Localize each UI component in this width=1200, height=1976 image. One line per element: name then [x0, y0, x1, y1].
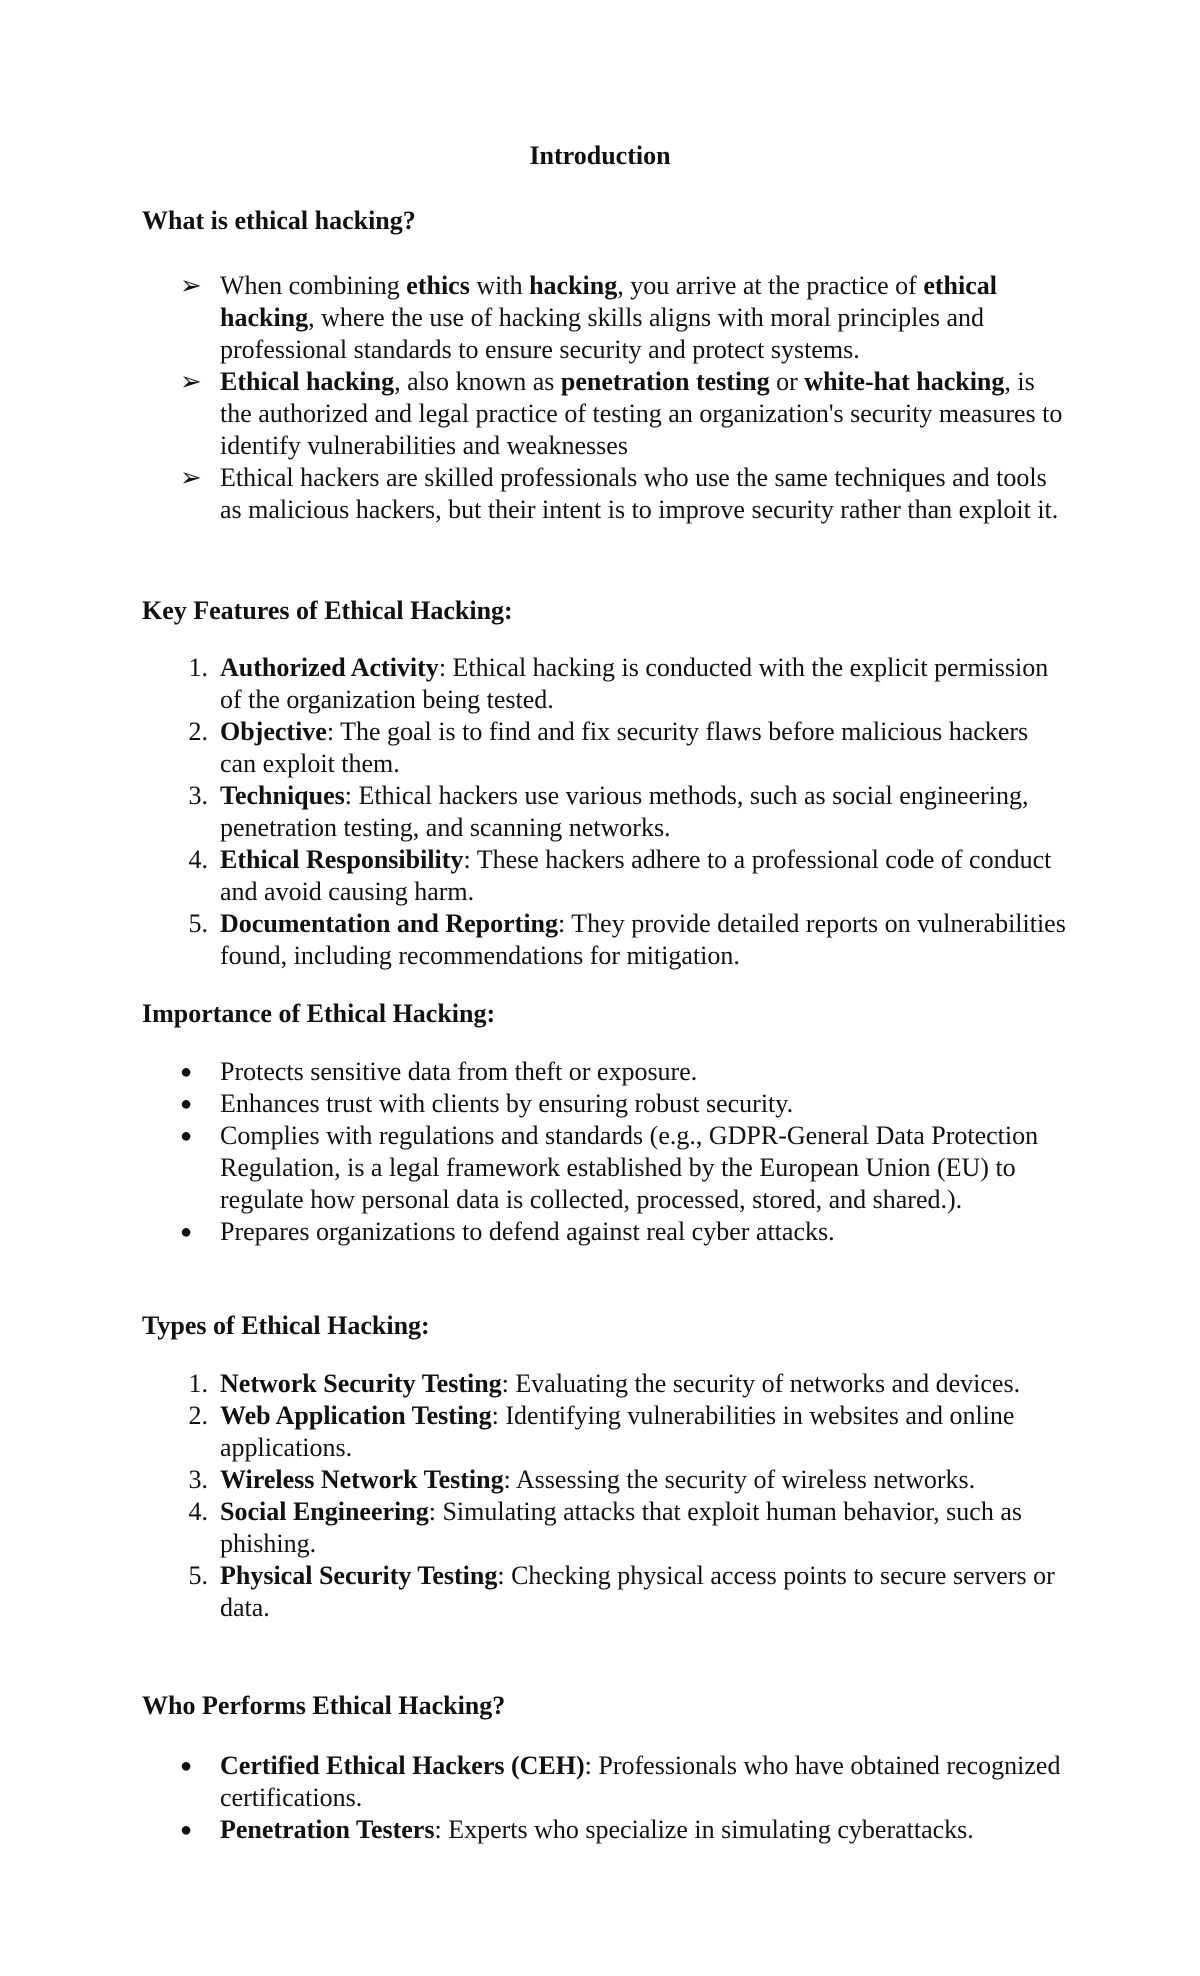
list-number: 4. — [188, 1497, 208, 1526]
item-text: with — [469, 271, 530, 300]
bold-term: Objective — [220, 717, 327, 746]
section-heading-key-features: Key Features of Ethical Hacking: — [142, 596, 513, 625]
bold-term: Ethical hacking — [220, 367, 395, 396]
bold-term: Penetration Testers — [220, 1815, 435, 1844]
bold-term: white-hat hacking — [804, 367, 1005, 396]
bold-term: Physical Security Testing — [220, 1561, 498, 1590]
bullet-icon: ● — [180, 1755, 193, 1777]
list-number: 3. — [188, 1465, 208, 1494]
bullet-icon: ● — [180, 1221, 193, 1243]
item-text: : Experts who specialize in simulating cyberattacks. — [434, 1815, 974, 1844]
item-text: Protects sensitive data from theft or exposure. — [220, 1057, 698, 1086]
list-item — [0, 1368, 1200, 1400]
item-text: : Identifying vulnerabilities in websites and online applications. — [220, 1401, 1021, 1462]
bold-term: Documentation and Reporting — [220, 909, 559, 938]
list-item — [0, 1216, 1200, 1248]
item-text: : The goal is to find and fix security flaws before malicious hackers can exploit them. — [220, 717, 1035, 778]
bullet-icon: ➢ — [180, 271, 202, 300]
list-item — [0, 1496, 1200, 1560]
list-number: 3. — [188, 781, 208, 810]
what-is-list — [0, 270, 1200, 526]
list-item — [0, 366, 1200, 462]
section-heading-importance: Importance of Ethical Hacking: — [142, 999, 496, 1028]
key-features-list — [0, 652, 1200, 972]
list-number: 5. — [188, 1561, 208, 1590]
page-title: Introduction — [529, 141, 671, 170]
list-item — [0, 1464, 1200, 1496]
list-item — [0, 1056, 1200, 1088]
bullet-icon: ● — [180, 1819, 193, 1841]
list-item — [0, 270, 1200, 366]
list-number: 2. — [188, 717, 208, 746]
list-item — [0, 780, 1200, 844]
item-text: Ethical hackers are skilled professionals who use the same techniques and tools as malicious hackers, but their intent is to improve security rather than exploit it. — [220, 463, 1059, 524]
bold-term: Network Security Testing — [220, 1369, 502, 1398]
item-text: : Ethical hacking is conducted with the explicit permission of the organization being tested. — [220, 653, 1055, 714]
importance-list — [0, 1056, 1200, 1248]
list-number: 4. — [188, 845, 208, 874]
bold-term: Web Application Testing — [220, 1401, 492, 1430]
section-heading-types: Types of Ethical Hacking: — [142, 1311, 430, 1340]
list-item — [0, 908, 1200, 972]
bullet-icon: ● — [180, 1061, 193, 1083]
item-text: Enhances trust with clients by ensuring robust security. — [220, 1089, 794, 1118]
list-item — [0, 462, 1200, 526]
section-heading-who-performs: Who Performs Ethical Hacking? — [142, 1691, 506, 1720]
bold-term: Certified Ethical Hackers (CEH) — [220, 1751, 585, 1780]
item-text: : Evaluating the security of networks and devices. — [501, 1369, 1021, 1398]
item-text: , you arrive at the practice of — [617, 271, 924, 300]
list-item — [0, 652, 1200, 716]
item-text: : Checking physical access points to secure servers or data. — [220, 1561, 1062, 1622]
list-item — [0, 1400, 1200, 1464]
item-text: : Ethical hackers use various methods, such as social engineering, penetration testing, and scanning networks. — [220, 781, 1036, 842]
bullet-icon: ➢ — [180, 367, 202, 396]
item-text: , is the authorized and legal practice of testing an organization's security measures to identify vulnerabilities and weaknesses — [220, 367, 1069, 460]
list-item — [0, 1120, 1200, 1216]
list-item — [0, 1814, 1200, 1846]
bullet-icon: ➢ — [180, 463, 202, 492]
list-item — [0, 716, 1200, 780]
item-text: Prepares organizations to defend against real cyber attacks. — [220, 1217, 835, 1246]
list-number: 1. — [188, 653, 208, 682]
list-number: 5. — [188, 909, 208, 938]
bold-term: Wireless Network Testing — [220, 1465, 504, 1494]
bold-term: ethical hacking — [220, 271, 1004, 332]
item-text: : Assessing the security of wireless networks. — [503, 1465, 976, 1494]
item-text: , also known as — [394, 367, 561, 396]
who-performs-list — [0, 1750, 1200, 1846]
item-text: Complies with regulations and standards (e.g., GDPR-General Data Protection Regulation, is a legal framework established by the European Union (EU) to regulate how personal data is collected, processed, stored, and shared.). — [220, 1121, 1045, 1214]
item-text: : They provide detailed reports on vulnerabilities found, including recommendations for mitigation. — [220, 909, 1073, 970]
types-list — [0, 1368, 1200, 1624]
list-item — [0, 844, 1200, 908]
bold-term: penetration testing — [560, 367, 770, 396]
item-text: : Simulating attacks that exploit human behavior, such as phishing. — [220, 1497, 1029, 1558]
item-text: or — [769, 367, 805, 396]
bold-term: Techniques — [220, 781, 345, 810]
item-text: When combining — [220, 271, 407, 300]
bold-term: ethics — [406, 271, 470, 300]
bullet-icon: ● — [180, 1125, 193, 1147]
list-number: 2. — [188, 1401, 208, 1430]
bullet-icon: ● — [180, 1093, 193, 1115]
bold-term: Authorized Activity — [220, 653, 439, 682]
bold-term: hacking — [529, 271, 618, 300]
bold-term: Ethical Responsibility — [220, 845, 464, 874]
item-text: , where the use of hacking skills aligns with moral principles and professional standards to ensure security and protect systems. — [220, 303, 991, 364]
list-item — [0, 1560, 1200, 1624]
list-item — [0, 1750, 1200, 1814]
item-text: : These hackers adhere to a professional code of conduct and avoid causing harm. — [220, 845, 1058, 906]
list-number: 1. — [188, 1369, 208, 1398]
section-heading-what-is-ethical-hacking: What is ethical hacking? — [142, 206, 416, 235]
item-text: : Professionals who have obtained recognized certifications. — [220, 1751, 1067, 1812]
list-item — [0, 1088, 1200, 1120]
bold-term: Social Engineering — [220, 1497, 429, 1526]
